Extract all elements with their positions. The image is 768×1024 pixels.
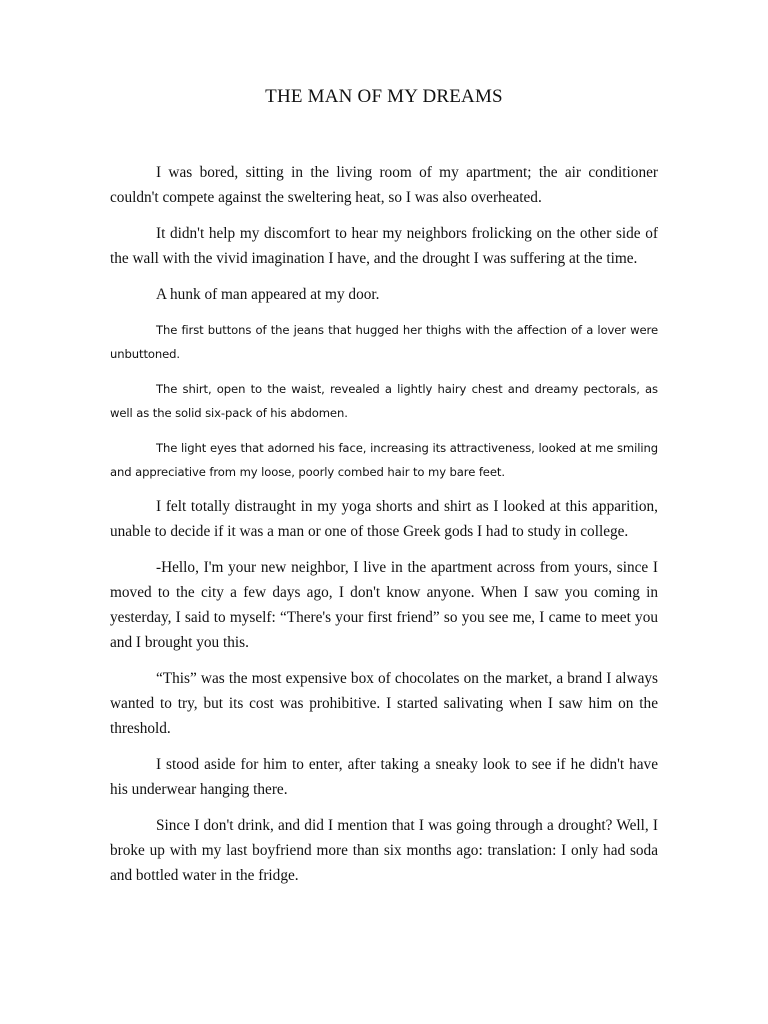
body-text bbox=[110, 160, 658, 899]
paragraph-3: A hunk of man appeared at my door. bbox=[156, 286, 380, 303]
paragraph-5: The shirt, open to the waist, revealed a lightly hairy chest and dreamy pectorals, as well as the solid six-pack of his abdomen. bbox=[110, 382, 658, 420]
paragraph-7: I felt totally distraught in my yoga shorts and shirt as I looked at this apparition, unable to decide if it was a man or one of those Greek gods I had to study in college. bbox=[110, 498, 658, 540]
paragraph-11: Since I don't drink, and did I mention that I was going through a drought? Well, I broke up with my last boyfriend more than six months ago: translation: I only had soda and bottled water in the fridge. bbox=[110, 817, 658, 884]
paragraph-2: It didn't help my discomfort to hear my neighbors frolicking on the other side of the wall with the vivid imagination I have, and the drought I was suffering at the time. bbox=[110, 225, 658, 267]
paragraph-10: I stood aside for him to enter, after taking a sneaky look to see if he didn't have his underwear hanging there. bbox=[110, 756, 658, 798]
paragraph-9: “This” was the most expensive box of chocolates on the market, a brand I always wanted to try, but its cost was prohibitive. I started salivating when I saw him on the threshold. bbox=[110, 670, 658, 737]
page-title: THE MAN OF MY DREAMS bbox=[265, 86, 503, 107]
paragraph-1: I was bored, sitting in the living room of my apartment; the air conditioner couldn't compete against the sweltering heat, so I was also overheated. bbox=[110, 164, 658, 206]
paragraph-4: The first buttons of the jeans that hugged her thighs with the affection of a lover were unbuttoned. bbox=[110, 323, 658, 361]
paragraph-6: The light eyes that adorned his face, increasing its attractiveness, looked at me smiling and appreciative from my loose, poorly combed hair to my bare feet. bbox=[110, 441, 658, 479]
paragraph-8: -Hello, I'm your new neighbor, I live in the apartment across from yours, since I moved to the city a few days ago, I don't know anyone. When I saw you coming in yesterday, I said to myself: “There's your first friend” so you see me, I came to meet you and I brought you this. bbox=[110, 559, 658, 651]
